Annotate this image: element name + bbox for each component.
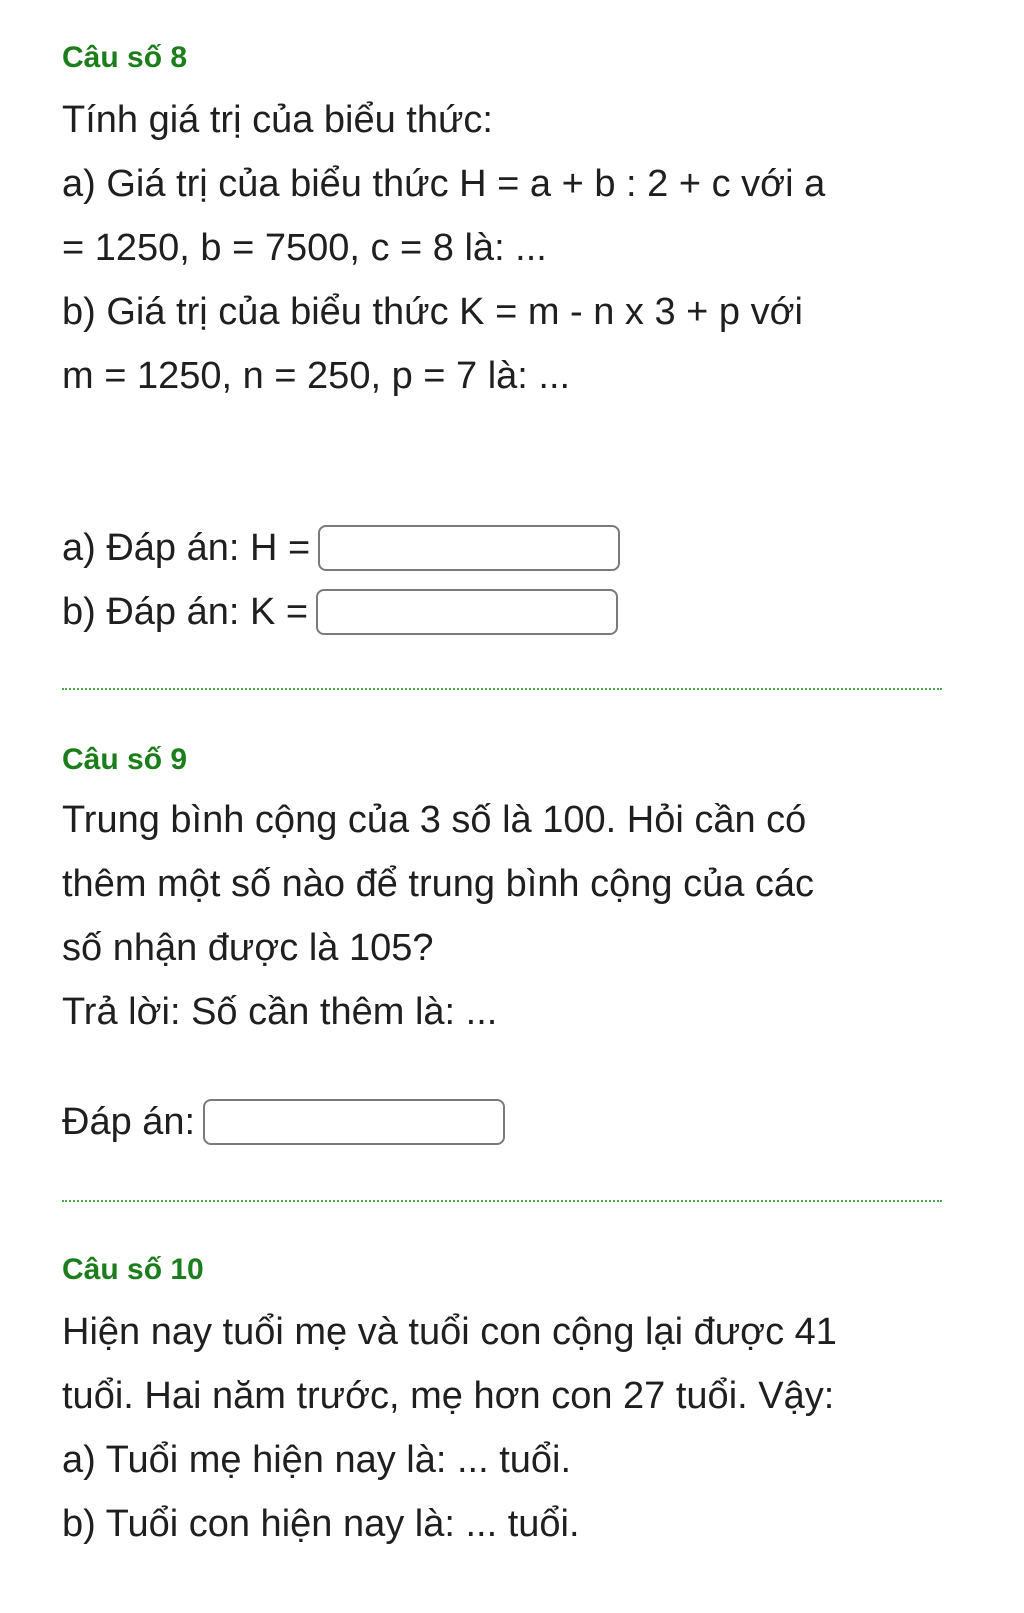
question-8-line: = 1250, b = 7500, c = 8 là: ...	[62, 227, 547, 269]
answer-input-k[interactable]	[316, 589, 618, 635]
question-8-line: Tính giá trị của biểu thức:	[62, 99, 493, 141]
question-10-title: Câu số 10	[62, 1253, 204, 1286]
answer-row-q9	[62, 1090, 505, 1154]
question-9-line: số nhận được là 105?	[62, 927, 434, 969]
question-9-answers	[62, 1090, 505, 1154]
answer-input-h[interactable]	[318, 525, 620, 571]
question-10-body	[62, 1300, 837, 1556]
question-10-line: Hiện nay tuổi mẹ và tuổi con cộng lại được 41	[62, 1311, 837, 1353]
question-9-line: Trung bình cộng của 3 số là 100. Hỏi cần có	[62, 799, 807, 841]
question-8-line: b) Giá trị của biểu thức K = m - n x 3 + p với	[62, 291, 803, 333]
question-9-body	[62, 788, 814, 1044]
answer-label-q9: Đáp án:	[62, 1101, 196, 1143]
answer-label-k: b) Đáp án: K =	[62, 591, 309, 633]
answer-row-k	[62, 580, 620, 644]
question-10-line: a) Tuổi mẹ hiện nay là: ... tuổi.	[62, 1439, 572, 1481]
question-10-line: tuổi. Hai năm trước, mẹ hơn con 27 tuổi. Vậy:	[62, 1375, 835, 1417]
question-9-title: Câu số 9	[62, 743, 188, 776]
question-9-line: Trả lời: Số cần thêm là: ...	[62, 991, 498, 1033]
question-9-line: thêm một số nào để trung bình cộng của các	[62, 863, 815, 905]
question-8-line: a) Giá trị của biểu thức H = a + b : 2 + c với a	[62, 163, 826, 205]
answer-input-q9[interactable]	[203, 1099, 505, 1145]
section-divider	[62, 1200, 942, 1202]
question-8-line: m = 1250, n = 250, p = 7 là: ...	[62, 355, 571, 397]
answer-row-h	[62, 516, 620, 580]
question-8-answers	[62, 516, 620, 644]
answer-label-h: a) Đáp án: H =	[62, 527, 311, 569]
question-8-body	[62, 88, 825, 408]
question-8-title: Câu số 8	[62, 41, 188, 74]
question-10-line: b) Tuổi con hiện nay là: ... tuổi.	[62, 1503, 580, 1545]
section-divider	[62, 688, 942, 690]
